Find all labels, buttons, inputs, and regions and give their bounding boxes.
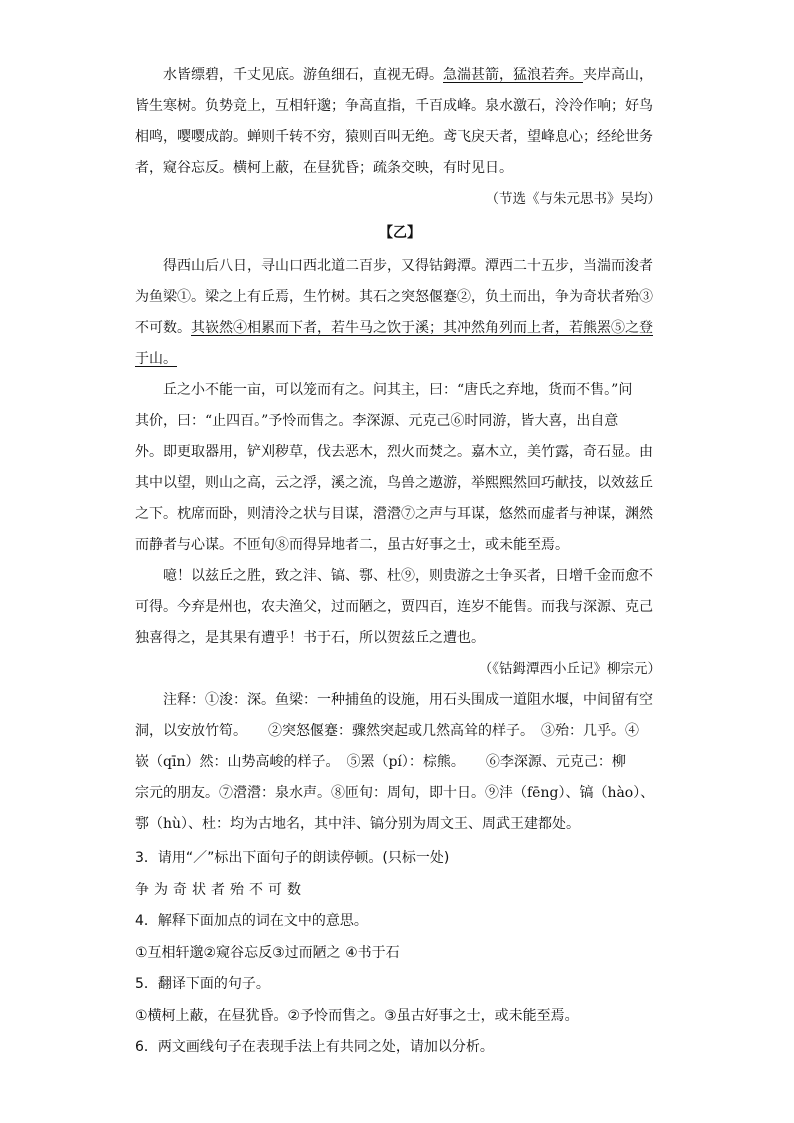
text-segment: 者，窥谷忘反。横柯上蔽，在昼犹昏；疏条交映，有时见日。 xyxy=(135,160,513,176)
note-line: 鄠（hù）、杜：均为古地名，其中沣、镐分别为周文王、周武王建都处。 xyxy=(135,816,581,832)
question-4: 4．解释下面加点的词在文中的意思。 xyxy=(135,913,368,929)
passage-jia xyxy=(135,60,665,840)
text-segment: 其中以望，则山之高，云之浮，溪之流，鸟兽之遨游，举熙熙然回巧献技，以效兹丘 xyxy=(135,475,653,491)
note-line: 洞，以安放竹笱。 ②突怒偃蹇：骤然突起或几然高耸的样子。 ③殆：几乎。④ xyxy=(135,723,639,739)
text-line xyxy=(135,561,665,592)
text-line xyxy=(135,468,665,499)
underlined-sentence: 急湍甚箭，猛浪若奔。 xyxy=(443,67,583,83)
question-5-items: ①横柯上蔽，在昼犹昏。②予怜而售之。③虽古好事之士，或未能至焉。 xyxy=(135,1007,579,1024)
text-line xyxy=(135,91,665,122)
text-segment: 噫！以兹丘之胜，致之沣、镐、鄠、杜⑨，则贵游之士争买者，日增千金而愈不 xyxy=(163,568,653,584)
text-line xyxy=(135,282,665,313)
text-segment: 为鱼梁①。梁之上有丘焉，生竹树。其石之突怒偃蹇②，负土而出，争为奇状者殆③ xyxy=(135,289,653,305)
text-line xyxy=(135,592,665,623)
section-heading: 【乙】 xyxy=(379,225,421,241)
text-segment: 可得。今弃是州也，农夫渔父，过而陋之，贾四百，连岁不能售。而我与深源、克己 xyxy=(135,599,653,615)
text-segment: 之下。枕席而卧，则清泠之状与目谋，瀯瀯⑦之声与耳谋，悠然而虚者与神谋，渊然 xyxy=(135,506,653,522)
text-segment: 水皆缥碧，千丈见底。游鱼细石，直视无碍。 xyxy=(163,67,443,83)
text-line xyxy=(135,375,665,406)
text-segment: 其价，曰：“止四百。”予怜而售之。李深源、元克己⑥时同游，皆大喜，出自意 xyxy=(135,413,619,429)
text-line xyxy=(135,60,665,91)
text-line xyxy=(135,251,665,282)
question-3-sentence: 争为奇状者殆不可数 xyxy=(135,881,306,898)
text-line xyxy=(135,344,665,375)
source-citation: （《钴鉧潭西小丘记》柳宗元） xyxy=(478,661,661,677)
text-segment: 相鸣，嘤嘤成韵。蝉则千转不穷，猿则百叫无绝。鸢飞戾天者，望峰息心；经纶世务 xyxy=(135,129,653,145)
text-line xyxy=(135,499,665,530)
text-segment: 丘之小不能一亩，可以笼而有之。问其主，曰：“唐氏之弃地，货而不售。”问 xyxy=(163,382,633,398)
text-segment: 外。即更取器用，铲刈秽草，伐去恶木，烈火而焚之。嘉木立，美竹露，奇石显。由 xyxy=(135,444,653,460)
text-segment: 皆生寒树。负势竞上，互相轩邈；争高直指，千百成峰。泉水激石，泠泠作响；好鸟 xyxy=(135,98,653,114)
question-3: 3．请用“／”标出下面句子的朗读停顿。(只标一处) xyxy=(135,850,450,866)
text-line xyxy=(135,623,665,654)
question-4-items: ①互相轩邈②窥谷忘反③过而陋之 ④书于石 xyxy=(135,944,400,961)
note-line: 注释：①浚：深。鱼梁：一种捕鱼的设施，用石头围成一道阻水堰，中间留有空 xyxy=(163,692,653,708)
source-citation: （节选《与朱元思书》吴均） xyxy=(485,191,661,207)
text-segment: 得西山后八日，寻山口西北道二百步，又得钴鉧潭。潭西二十五步，当湍而浚者 xyxy=(163,258,653,274)
text-segment: 不可数。 xyxy=(135,320,191,336)
questions-block xyxy=(135,843,695,1064)
text-line xyxy=(135,530,665,561)
text-segment: 独喜得之，是其果有遭乎！书于石，所以贺兹丘之遭也。 xyxy=(135,630,485,646)
text-line xyxy=(135,153,665,184)
question-6: 6．两文画线句子在表现手法上有共同之处，请加以分析。 xyxy=(135,1039,494,1055)
note-line: 嵚（qīn）然：山势高峻的样子。 ⑤罴（pí）：棕熊。 ⑥李深源、元克己：柳 xyxy=(135,754,626,770)
text-line xyxy=(135,406,665,437)
text-segment: 夹岸高山， xyxy=(583,67,653,83)
text-line xyxy=(135,313,665,344)
text-line xyxy=(135,437,665,468)
question-5: 5．翻译下面的句子。 xyxy=(135,976,270,992)
underlined-sentence: 其嵚然④相累而下者，若牛马之饮于溪；其冲然角列而上者，若熊罴⑤之登 xyxy=(191,320,653,336)
note-line: 宗元的朋友。⑦瀯瀯：泉水声。⑧匝旬：周旬，即十日。⑨沣（fēng）、镐（hào）、 xyxy=(135,785,655,801)
text-line xyxy=(135,122,665,153)
underlined-sentence: 于山。 xyxy=(135,351,177,367)
text-segment: 而静者与心谋。不匝旬⑧而得异地者二，虽古好事之士，或未能至焉。 xyxy=(135,537,569,553)
